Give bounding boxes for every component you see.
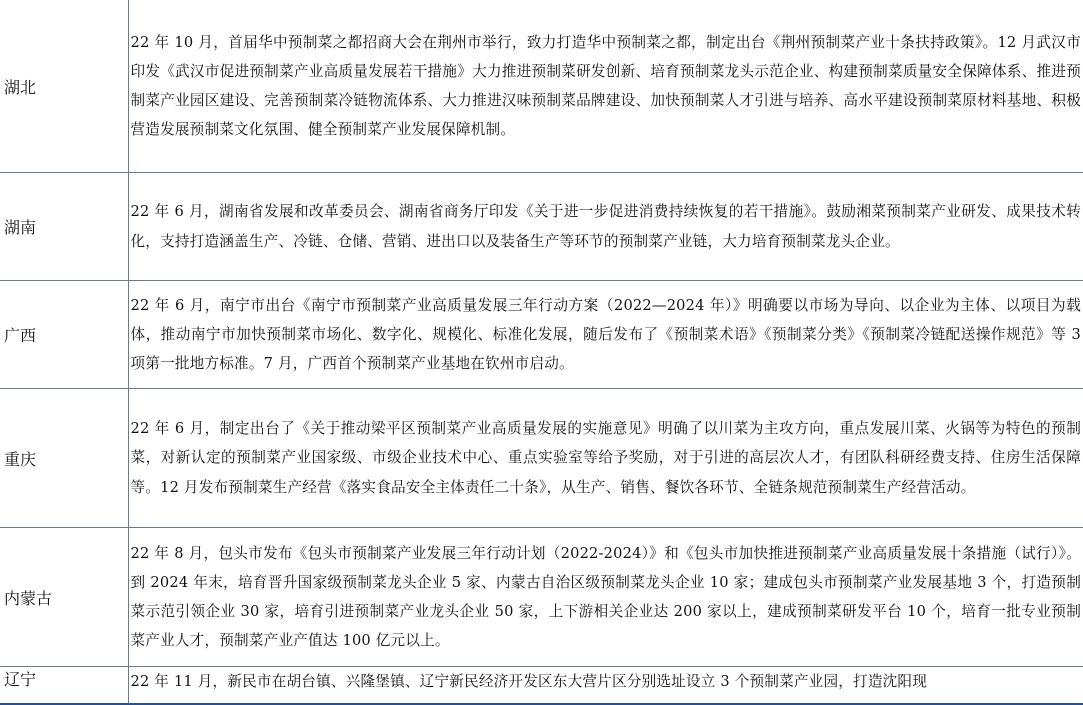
policy-text: 22 年 6 月，制定出台了《关于推动梁平区预制菜产业高质量发展的实施意见》明确了以川菜为主攻方向，重点发展川菜、火锅等为特色的预制菜，对新认定的预制菜产业国家级、市级企业技术中心、重点实验室等给予奖励，对于引进的高层次人才，有团队科研经费支持、住房生活保障等。12 月发布预制菜生产经营《落实食品安全主体责任二十条》，从生产、销售、餐饮各环节、全链条规范预制菜生产经营活动。 xyxy=(128,389,1083,528)
region-label: 内蒙古 xyxy=(0,528,128,667)
policy-text: 22 年 8 月，包头市发布《包头市预制菜产业发展三年行动计划（2022-2024）》和《包头市加快推进预制菜产业高质量发展十条措施（试行）》。到 2024 年末，培育晋升国家级预制菜龙头企业 5 家、内蒙古自治区级预制菜龙头企业 10 家；建成包头市预制菜产业发展基地 3 个，打造预制菜示范引领企业 30 家，培育引进预制菜产业龙头企业 50 家，上下游相关企业达 200 家以上，建成预制菜研发平台 10 个，培育一批专业预制菜产业人才，预制菜产业产值达 100 亿元以上。 xyxy=(128,528,1083,667)
region-label: 广西 xyxy=(0,281,128,389)
region-label: 湖北 xyxy=(0,0,128,173)
table-row xyxy=(0,667,1083,705)
region-label: 湖南 xyxy=(0,173,128,281)
policy-text: 22 年 6 月，南宁市出台《南宁市预制菜产业高质量发展三年行动方案（2022—2024 年）》明确要以市场为导向、以企业为主体、以项目为载体，推动南宁市加快预制菜市场化、数字化、规模化、标准化发展，随后发布了《预制菜术语》《预制菜分类》《预制菜冷链配送操作规范》等 3 项第一批地方标准。7 月，广西首个预制菜产业基地在钦州市启动。 xyxy=(128,281,1083,389)
policy-text: 22 年 10 月，首届华中预制菜之都招商大会在荆州市举行，致力打造华中预制菜之都，制定出台《荆州预制菜产业十条扶持政策》。12 月武汉市印发《武汉市促进预制菜产业高质量发展若干措施》大力推进预制菜研发创新、培育预制菜龙头示范企业、构建预制菜质量安全保障体系、推进预制菜产业园区建设、完善预制菜冷链物流体系、大力推进汉味预制菜品牌建设、加快预制菜人才引进与培养、高水平建设预制菜原材料基地、积极营造发展预制菜文化氛围、健全预制菜产业发展保障机制。 xyxy=(128,0,1083,173)
table-row xyxy=(0,281,1083,389)
policy-text: 22 年 6 月，湖南省发展和改革委员会、湖南省商务厅印发《关于进一步促进消费持续恢复的若干措施》。鼓励湘菜预制菜产业研发、成果技术转化，支持打造涵盖生产、冷链、仓储、营销、进出口以及装备生产等环节的预制菜产业链，大力培育预制菜龙头企业。 xyxy=(128,173,1083,281)
table-row xyxy=(0,528,1083,667)
region-label: 辽宁 xyxy=(0,667,128,705)
table-row xyxy=(0,389,1083,528)
table-row xyxy=(0,0,1083,173)
region-label: 重庆 xyxy=(0,389,128,528)
policy-text: 22 年 11 月，新民市在胡台镇、兴隆堡镇、辽宁新民经济开发区东大营片区分别选址设立 3 个预制菜产业园，打造沈阳现 xyxy=(128,667,1083,705)
table-row xyxy=(0,173,1083,281)
